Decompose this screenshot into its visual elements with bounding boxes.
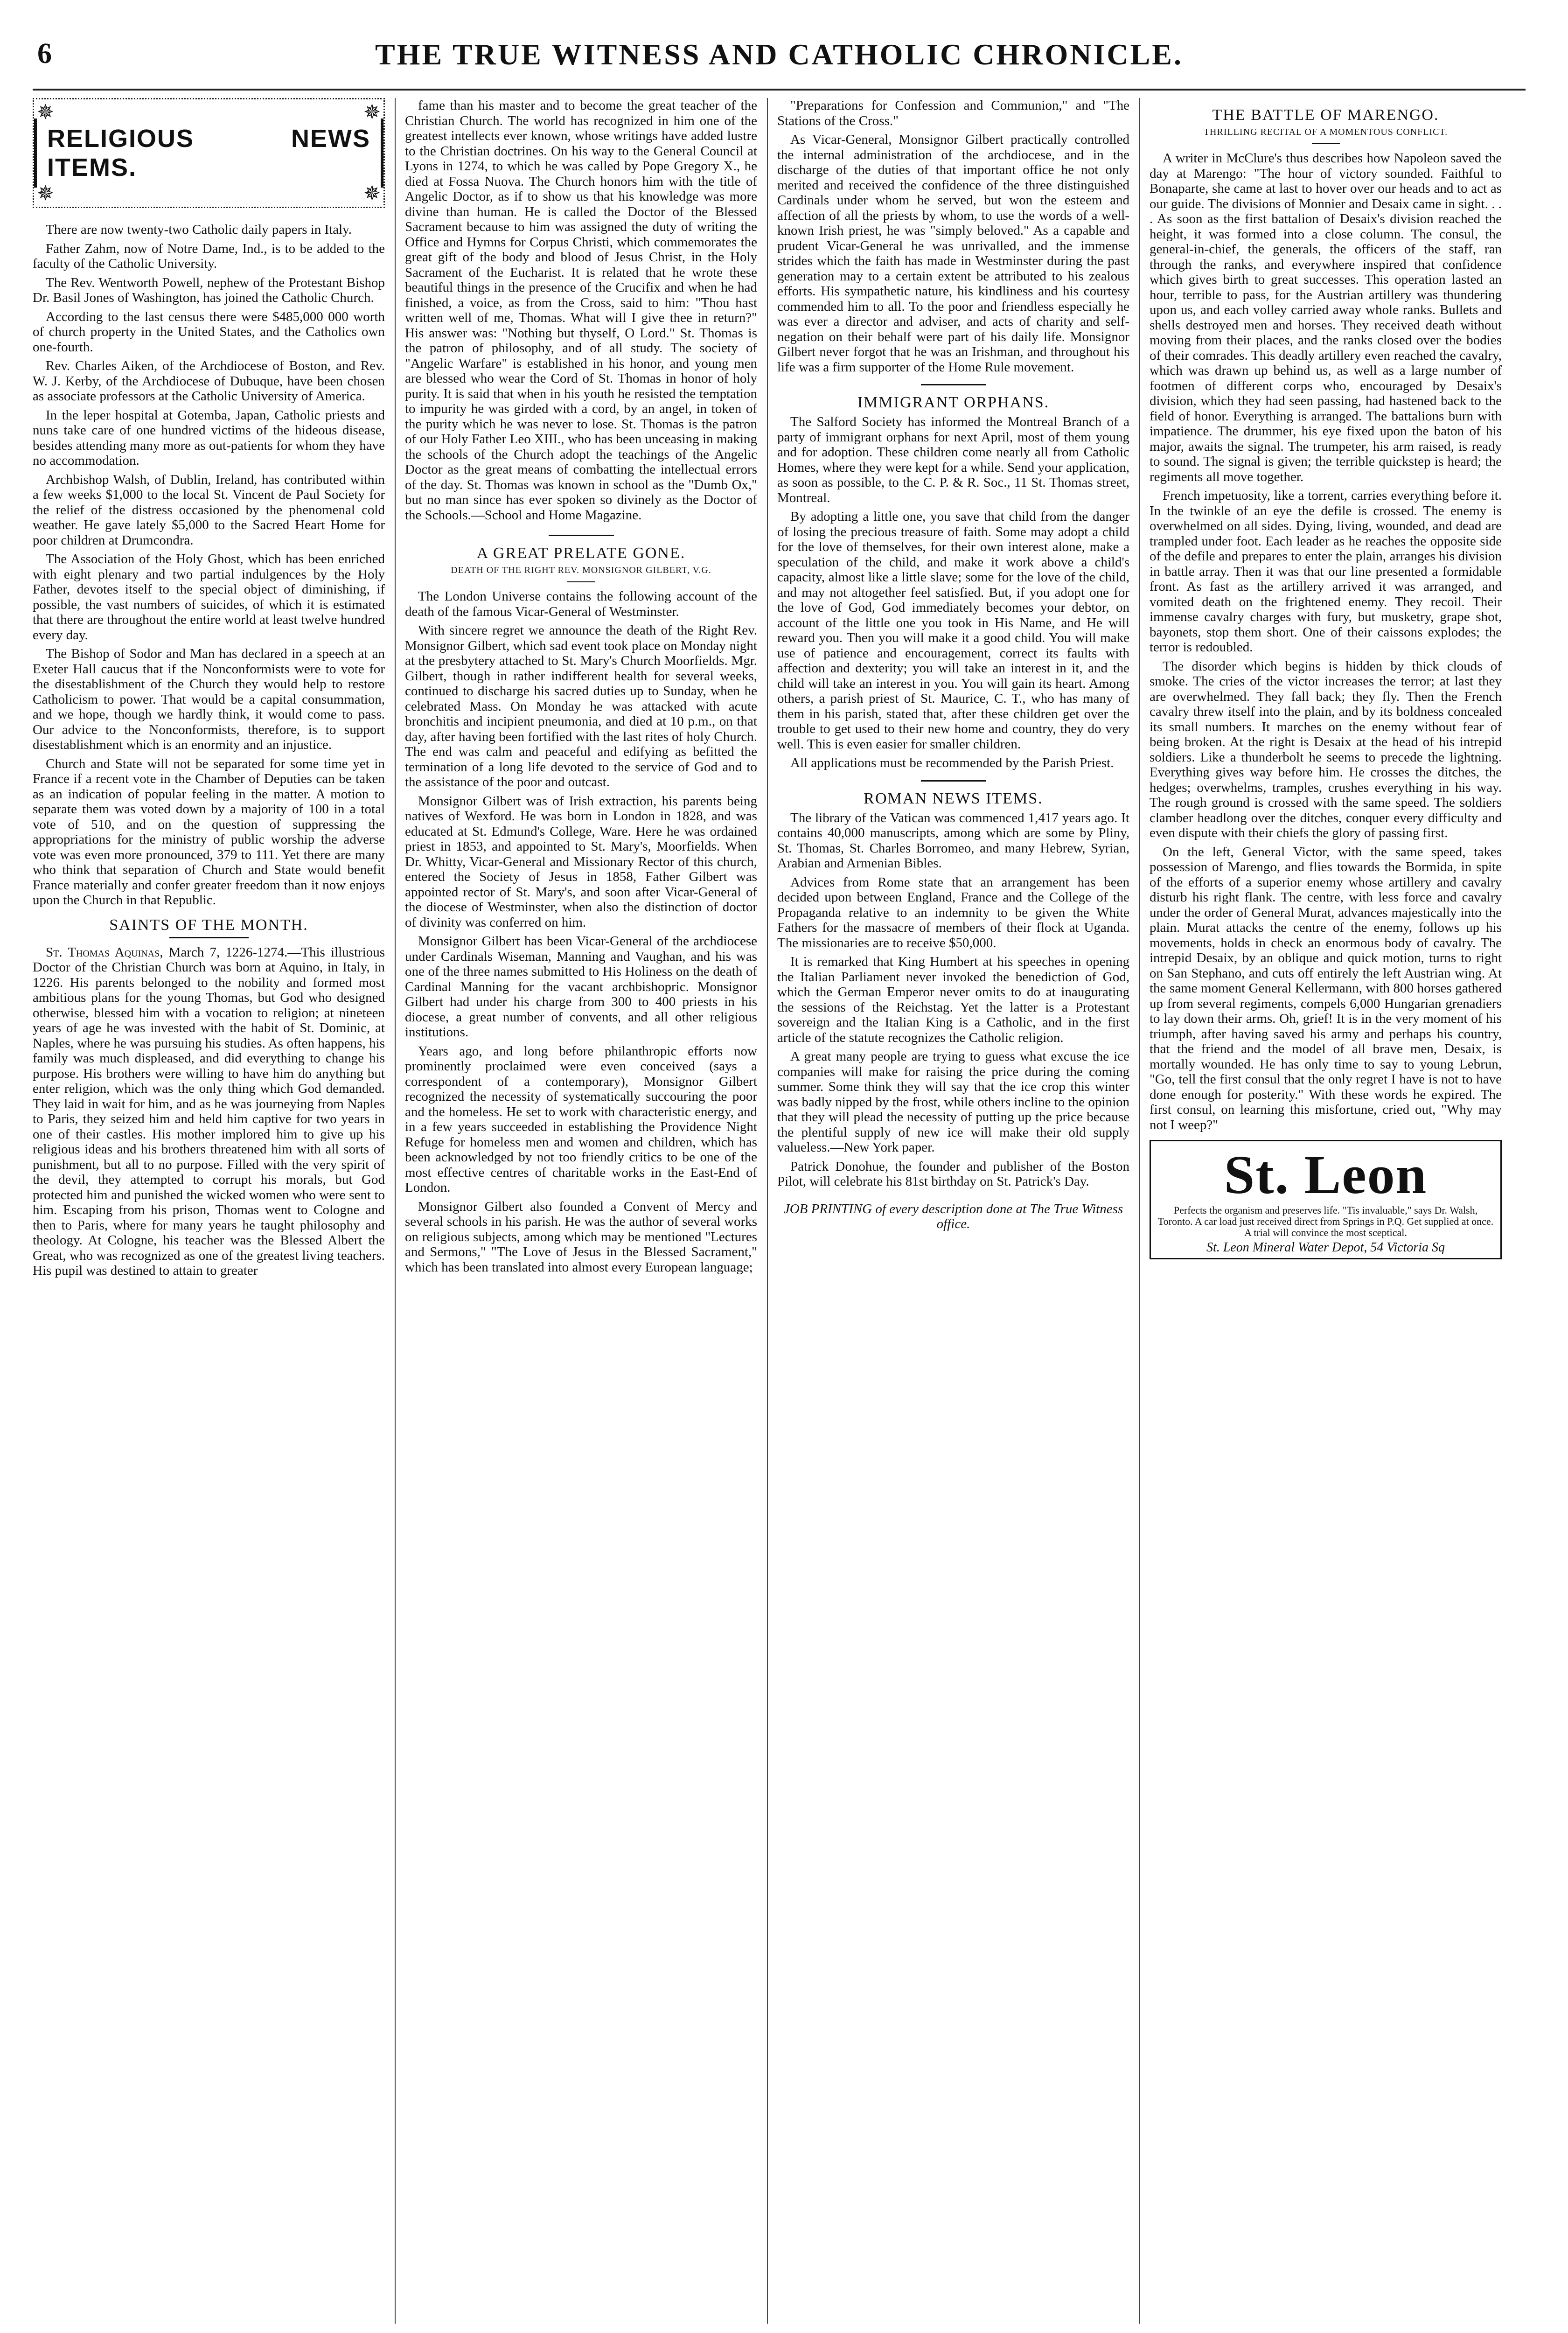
paragraph: Monsignor Gilbert has been Vicar-General of the archdiocese under Cardinals Wiseman, Manning and Vaughan, and his was one of the three names submitted to His Holiness on the death of Cardinal Manning for the vacant archbishopric. Monsignor Gilbert had under his charge from 300 to 400 priests in his diocese, a great number of convents, and all other religious institutions. (405, 934, 757, 1040)
paragraph: A great many people are trying to guess what excuse the ice companies will make for raising the price during the coming summer. Some think they will say that the ice crop this winter was badly nipped by the frost, while others incline to the opinion that they will plead the necessity of putting up the price because the plentiful supply of new ice will make their old supply valueless.—New York paper. (777, 1049, 1129, 1155)
paragraph: It is remarked that King Humbert at his speeches in opening the Italian Parliament never invoked the benediction of God, which the German Emperor never omits to do at inaugurating the sessions of the Reichstag. Yet the latter is a Protestant sovereign and the Italian King is a Catholic, and in the first article of the statute recognizes the Catholic religion. (777, 954, 1129, 1045)
paragraph: Monsignor Gilbert also founded a Convent of Mercy and several schools in his parish. He was the author of several works on religious subjects, among which may be mentioned "Lectures and Sermons," "The Love of Jesus in the Blessed Sacrament," which has been translated into almost every European language; (405, 1199, 757, 1275)
column-rule (767, 98, 768, 2324)
column-2 (405, 98, 757, 2328)
ad-address: St. Leon Mineral Water Depot, 54 Victoria Sq (1206, 1240, 1445, 1255)
ornament-icon: ✵ (37, 182, 54, 205)
paragraph: The Salford Society has informed the Montreal Branch of a party of immigrant orphans for next April, most of them young and for adoption. These children come nearly all from Catholic Homes, where they were kept for a while. Send your application, as soon as possible, to the C. P. & R. Soc., 11 St. Thomas street, Montreal. (777, 414, 1129, 505)
gilbert-continued (777, 98, 1129, 375)
paragraph: All applications must be recommended by the Parish Priest. (790, 755, 1114, 770)
paragraph: The Rev. Wentworth Powell, nephew of the Protestant Bishop Dr. Basil Jones of Washington, has joined the Catholic Church. (33, 275, 385, 305)
orphans-body (777, 414, 1129, 771)
column-rule (395, 98, 396, 2324)
ad-text: Perfects the organism and preserves life. "Tis invaluable," says Dr. Walsh, Toronto. A car load just received direct from Springs in P.Q. Get supplied at once. A trial will convince the most sceptical. (1157, 1204, 1494, 1238)
paragraph: Advices from Rome state that an arrangement has been decided upon between England, France and the College of the Propaganda relative to an indemnity to be given the White Fathers for the massacre of members of their flock at Uganda. The missionaries are to receive $50,000. (777, 874, 1129, 950)
column-rule (1139, 98, 1140, 2324)
paragraph: With sincere regret we announce the death of the Right Rev. Monsignor Gilbert, which sad event took place on Monday night at the presbytery attached to St. Mary's Church Moorfields. Mgr. Gilbert, though in rather indifferent health for several weeks, continued to discharge his sacred duties up to Sunday, when he celebrated Mass. On Monday he was attacked with acute bronchitis and incipient pneumonia, and died at 10 p.m., on that day, after having been fortified with the last rites of holy Church. The end was calm and peaceful and edifying as befitted the termination of a long life devoted to the service of God and to the assistance of the poor and outcast. (405, 623, 757, 789)
paragraph: Father Zahm, now of Notre Dame, Ind., is to be added to the faculty of the Catholic University. (33, 241, 385, 271)
paragraph: The Association of the Holy Ghost, which has been enriched with eight plenary and two partial indulgences by the Holy Father, devotes itself to the special object of diminishing, if possible, the vast numbers of suicides, of which it is estimated that there are throughout the entire world at least twelve hundred every day. (33, 552, 385, 643)
paragraph: "Preparations for Confession and Communion," and "The Stations of the Cross." (777, 98, 1129, 128)
banner-title: RELIGIOUS NEWS ITEMS. (34, 119, 383, 188)
paragraph: By adopting a little one, you save that child from the danger of losing the precious treasure of faith. Some may adopt a child for the love of themselves, for their own interest alone, make a speculation of the child, and make it work above a child's capacity, almost like a little slave; some for the love of the child, and may not altogether feel satisfied. But, if you adopt one for the love of God, God immediately becomes your debtor, on account of the little one you took in His Name, and He will reward you. Then you will make it a good child. You will make use of patience and encouragement, correct its faults with affection and dexterity; you will take an interest in it, and the child will take an interest in you. You will gain its heart. Among others, a parish priest of St. Maurice, C. T., who has many of them in his parish, stated that, after these children get over the trouble to get used to their new home and country, they do very well. This is even easier for smaller children. (777, 509, 1129, 752)
battle-subheading: THRILLING RECITAL OF A MOMENTOUS CONFLICT. (1203, 127, 1448, 137)
prelate-subheading: DEATH OF THE RIGHT REV. MONSIGNOR GILBERT, V.G. (451, 565, 711, 575)
saints-lead: St. Thomas Aquinas, (46, 944, 163, 960)
divider (1312, 143, 1340, 144)
paragraph: fame than his master and to become the great teacher of the Christian Church. The world has recognized in him one of the greatest intellects ever known, whose writings have added lustre to the Christian doctrines. On his way to the General Council at Lyons in 1274, to which he was called by Pope Gregory X., he died at Fossa Nuova. The Church honors him with the title of Angelic Doctor, as if to show us that his knowledge was more divine than human. He is called the Doctor of the Blessed Sacrament because to him was assigned the duty of writing the Office and Hymns for Corpus Christi, which commemorates the great gift of the body and blood of Jesus Christ, in the Holy Sacrament of the Eucharist. It is related that he wrote these beautiful things in the presence of the Crucifix and when he had finished, a voice, as from the Cross, said to him: "Thou hast written well of me, Thomas. What will I give thee in return?" His answer was: "Nothing but thyself, O Lord." St. Thomas is the patron of philosophy, and of all study. The society of "Angelic Warfare" is established in his honor, and young men are blessed who wear the Cord of St. Thomas in honor of holy purity. It is said that when in his youth he resisted the temptation to impurity he was girded with a cord, by an angel, in token of the purity which he was never to lose. St. Thomas is the patron of our Holy Father Leo XIII., who has been unceasing in making the schools of the Church adopt the teachings of the Angelic Doctor as the great means of combatting the intellectual errors of the day. St. Thomas was known in school as the "Dumb Ox," but no man since has ever spoken so divinely as the Doctor of the Schools.—School and Home Magazine. (405, 98, 757, 523)
saints-text: March 7, 1226-1274.—This illustrious Doctor of the Christian Church was born at Aquino, in Italy, in 1226. His parents belonged to the nobility and formed most ambitious plans for the young Thomas, but God who designed otherwise, blessed him with a vocation to religion; at nineteen years of age he was invested with the habit of St. Dominic, at Naples, where he was pursuing his studies. As often happens, his family was much displeased, and did everything to change his purpose. His brothers were willing to have him do anything but enter religion, which was the only thing which God demanded. They laid in wait for him, and as he was journeying from Naples to Paris, they seized him and held him captive for two years in one of their castles. His mother implored him to give up his religious ideas and his brothers threatened him with all sorts of punishment, but all to no purpose. Filled with the very spirit of the devil, they attempted to corrupt his morals, but God protected him and punished the wicked women who were sent to him. Escaping from his prison, Thomas went to Cologne and then to Paris, where for many years he taught philosophy and theology. At Cologne, his teacher was the Blessed Albert the Great, who was recognized as one of the greatest living teachers. His pupil was destined to attain to greater (33, 944, 385, 1278)
paragraph: There are now twenty-two Catholic daily papers in Italy. (46, 222, 352, 237)
ornament-icon: ✵ (363, 101, 381, 124)
roman-heading: ROMAN NEWS ITEMS. (864, 789, 1043, 807)
religious-news-body (33, 222, 385, 908)
battle-body (1150, 151, 1502, 1132)
ad-brand-name: St. Leon (1224, 1144, 1428, 1205)
paragraph: Monsignor Gilbert was of Irish extraction, his parents being natives of Wexford. He was born in London in 1828, and was educated at St. Edmund's College, Ware. Here he was ordained priest in 1853, and appointed to St. Mary's, Moorfields. When Dr. Whitty, Vicar-General and Missionary Rector of this church, entered the Society of Jesus in 1858, Father Gilbert was appointed rector of St. Mary's, and soon after Vicar-General of the diocese of Westminster, when also the distinction of doctor of divinity was conferred on him. (405, 793, 757, 930)
ornament-icon: ✵ (37, 101, 54, 124)
divider (567, 581, 595, 582)
paragraph: On the left, General Victor, with the same speed, takes possession of Marengo, and flies towards the Bormida, in spite of the efforts of a superior enemy whose artillery and cavalry disturb his right flank. The centre, with less force and cavalry under the order of General Murat, advances majestically into the plain. Murat attacks the centre of the enemy, follows up his movements, holds in check an enormous body of cavalry. The intrepid Desaix, by an oblique and quick motion, turns to right on San Stephano, and cuts off entirely the left Austrian wing. At the same moment General Kellermann, with 800 horses gathered up from several regiments, compels 6,000 Hungarian grenadiers to lay down their arms. Oh, grief! It is in the very moment of his triumph, after having saved his army and perhaps his country, that the friend and the model of all brave men, Desaix, is mortally wounded. He has only time to say to young Lebrun, "Go, tell the first consul that the only regret I have is not to have done enough for posterity." With these words he expired. The first consul, on learning this misfortune, cried out, "Why may not I weep?" (1150, 844, 1502, 1132)
column-3 (777, 98, 1129, 2328)
paragraph: Archbishop Walsh, of Dublin, Ireland, has contributed within a few weeks $1,000 to the local St. Vincent de Paul Society for the relief of the distress occasioned by the phenomenal cold weather. He gave lately $5,000 to the Sacred Heart Home for poor children at Drumcondra. (33, 472, 385, 548)
paragraph: Church and State will not be separated for some time yet in France if a recent vote in the Chamber of Deputies can be taken as an indication of popular feeling in the matter. A motion to separate them was voted down by a majority of 100 in a total vote of 510, and on the question of suppressing the appropriations for the ministry of public worship the adverse vote was even more pronounced, 379 to 111. Yet there are many who think that separation of Church and State would benefit France materially and confer greater freedom than it now enjoys upon the Church in that Republic. (33, 756, 385, 908)
column-4 (1150, 98, 1502, 2328)
ornament-icon: ✵ (363, 182, 381, 205)
battle-heading: THE BATTLE OF MARENGO. (1212, 106, 1439, 124)
divider (549, 535, 614, 536)
paragraph: Patrick Donohue, the founder and publisher of the Boston Pilot, will celebrate his 81st birthday on St. Patrick's Day. (777, 1159, 1129, 1189)
masthead (33, 19, 1526, 91)
page-number: 6 (37, 38, 52, 70)
paragraph: The London Universe contains the following account of the death of the famous Vicar-General of Westminster. (405, 589, 757, 619)
paragraph: Rev. Charles Aiken, of the Archdiocese of Boston, and Rev. W. J. Kerby, of the Archdiocese of Dubuque, have been chosen as associate professors at the Catholic University of America. (33, 358, 385, 404)
paragraph: Years ago, and long before philanthropic efforts now prominently proclaimed were even conceived (says a correspondent of a contemporary), Monsignor Gilbert recognized the necessity of systematically succouring the poor and the homeless. He set to work with characteristic energy, and in a few years succeeded in establishing the Providence Night Refuge for homeless men and women and children, which has been acknowledged by not too friendly critics to be one of the most effective centres of charitable works in the East-End of London. (405, 1043, 757, 1195)
aquinas-continued (405, 98, 757, 523)
paragraph: According to the last census there were $485,000 000 worth of church property in the United States, and the Catholics own one-fourth. (33, 309, 385, 355)
paragraph: As Vicar-General, Monsignor Gilbert practically controlled the internal administration of the archdiocese, and in the discharge of the duties of that important office he not only merited and received the confidence of the three distinguished Cardinals under whom he served, but won the esteem and affection of all the priests by whom, to use the words of a well-known Irish priest, he was "simply beloved." As a capable and prudent Vicar-General he was unrivalled, and the immense strides which the faith has made in Westminster during the past generation may to a certain extent be attributed to his zealous efforts. His sympathetic nature, his kindliness and his courtesy commended him to all. To the poor and friendless especially he was ever a director and adviser, and acts of charity and self-negation on their behalf were part of his daily life. Monsignor Gilbert never forgot that he was an Irishman, and throughout his life was a firm supporter of the Home Rule movement. (777, 132, 1129, 375)
paragraph: A writer in McClure's thus describes how Napoleon saved the day at Marengo: "The hour of victory sounded. Faithful to Bonaparte, she came at last to hover over our heads and to act as our guide. The divisions of Monnier and Desaix came in sight. . . . As soon as the first battalion of Desaix's division reached the height, it was formed into a close column. The consul, the general-in-chief, the generals, the officers of the staff, ran through the ranks, and everywhere inspired that confidence which gives birth to great successes. This operation lasted an hour, terrible to pass, for the Austrian artillery was thundering upon us, and each volley carried away whole ranks. Bullets and shells destroyed men and horses. They received death without moving from their places, and the ranks closed over the bodies of their comrades. This deadly artillery even reached the cavalry, which was drawn up behind us, as well as a large number of footmen of different corps who, encouraged by Desaix's division, which they had seen passing, had hastened back to the field of honor. Everything is arranged. The battalions burn with impatience. The drummer, his eye fixed upon the baton of his major, awaits the signal. The trumpeter, his arm raised, is ready to sound. The signal is given; the terrible quickstep is heard; the regiments all move together. (1150, 151, 1502, 484)
job-printing-notice: JOB PRINTING of every description done at The True Witness office. (783, 1201, 1123, 1231)
divider (921, 780, 986, 782)
roman-body (777, 810, 1129, 1189)
prelate-body (405, 589, 757, 1275)
religious-news-banner (33, 98, 385, 208)
saints-paragraph (33, 945, 385, 1278)
prelate-heading: A GREAT PRELATE GONE. (476, 545, 686, 562)
column-1 (33, 98, 385, 2328)
orphans-heading: IMMIGRANT ORPHANS. (857, 394, 1050, 411)
newspaper-title: THE TRUE WITNESS AND CATHOLIC CHRONICLE. (375, 38, 1183, 71)
paragraph: The disorder which begins is hidden by thick clouds of smoke. The cries of the victor increases the terror; at last they are overwhelmed. They fall back; they fly. Then the French cavalry threw itself into the plain, and by its boldness concealed its small numbers. It marches on the enemy without fear of being broken. At the right is Desaix at the head of his intrepid soldiers. Like a thunderbolt he seems to precede the lightning. Everything gives way before him. He crosses the ditches, the hedges; overwhelms, tramples, crushes everything in his way. The rough ground is crossed with the same speed. The soldiers clamber headlong over the ditches, conquer every difficulty and even dispute with their chiefs the glory of passing first. (1150, 658, 1502, 840)
st-leon-advertisement (1150, 1140, 1502, 1259)
divider (169, 937, 249, 938)
paragraph: The library of the Vatican was commenced 1,417 years ago. It contains 40,000 manuscripts, among which are some by Pliny, St. Thomas, St. Charles Borromeo, and many Hebrew, Syrian, Arabian and Armenian Bibles. (777, 810, 1129, 871)
paragraph: The Bishop of Sodor and Man has declared in a speech at an Exeter Hall caucus that if the Nonconformists were to vote for the disestablishment of the Church they would help to restore Catholicism to power. That would be a capital consummation, and we hope, though we hardly think, it would come to pass. Our advice to the Nonconformists, therefore, is to support disestablishment which is an enormity and an injustice. (33, 646, 385, 752)
paragraph: French impetuosity, like a torrent, carries everything before it. In the twinkle of an eye the defile is crossed. The enemy is overwhelmed on all sides. Dying, living, wounded, and dead are trampled under foot. Each leader as he reaches the opposite side of the defile and prepares to enter the plain, arranges his division in battle array. Then it was that our line presented a formidable front. As fast as the artillery arrived it was arranged, and vomited death on the frightened enemy. They recoil. Their immense cavalry charges with fury, but musketry, grape shot, bayonets, stop them short. One of their caissons explodes; the terror is redoubled. (1150, 488, 1502, 655)
divider (921, 384, 986, 385)
saints-heading: SAINTS OF THE MONTH. (109, 916, 308, 934)
paragraph: In the leper hospital at Gotemba, Japan, Catholic priests and nuns take care of one hundred victims of the hideous disease, besides attending many more as out-patients for whom they have no accommodation. (33, 407, 385, 468)
